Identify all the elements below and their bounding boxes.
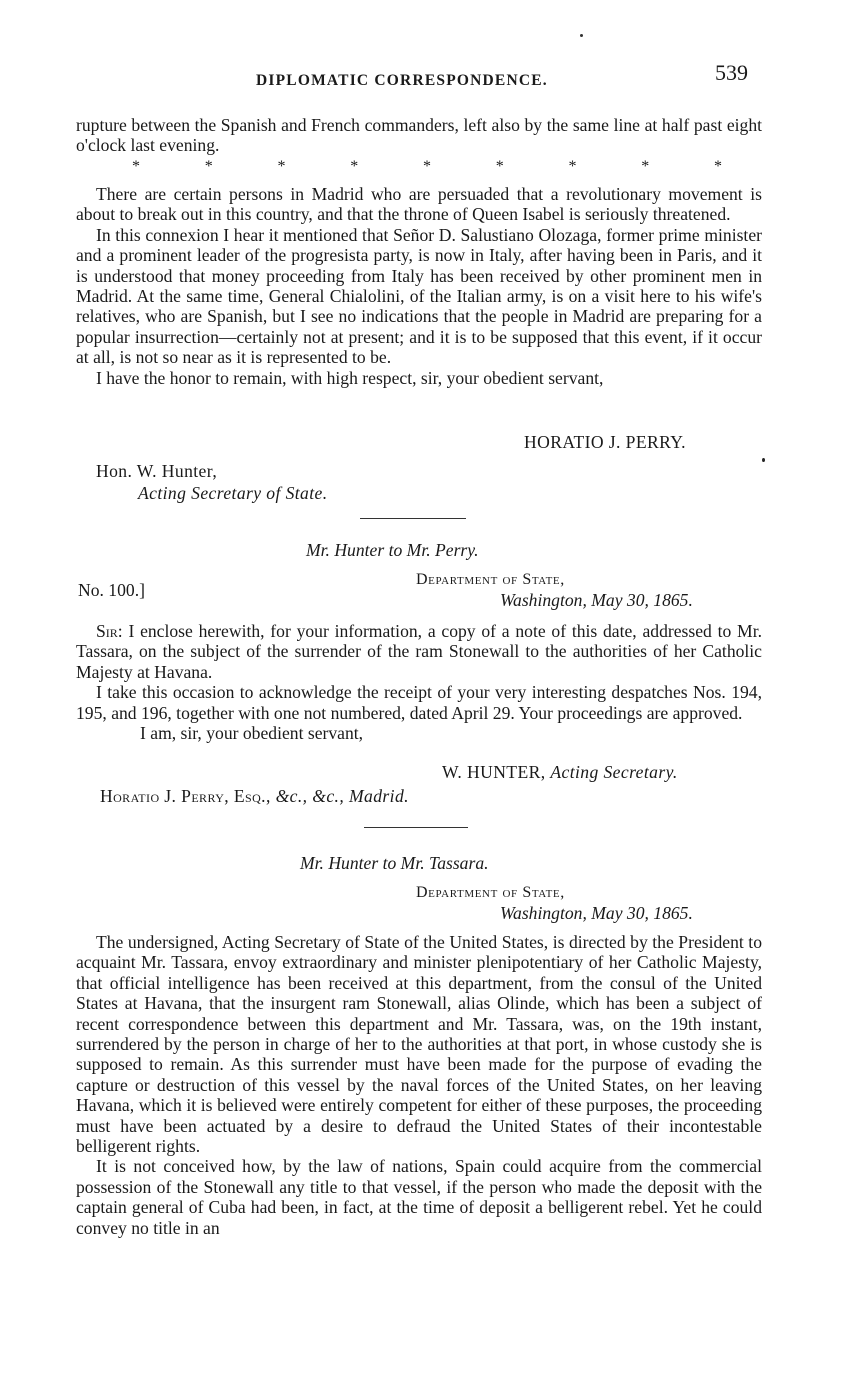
- signature-perry: HORATIO J. PERRY.: [524, 432, 686, 452]
- page-number: 539: [715, 60, 748, 85]
- signature-hunter: [442, 762, 678, 783]
- closing-line: I am, sir, your obedient servant,: [140, 723, 364, 744]
- ink-speck: [580, 34, 583, 37]
- ellipsis-stars: [132, 158, 722, 176]
- star: *: [714, 158, 722, 175]
- signature-name: W. HUNTER,: [442, 762, 546, 782]
- addressee-name: Horatio J. Perry, Esq.,: [100, 786, 271, 806]
- paragraph: The undersigned, Acting Secretary of State of the United States, is directed by the President to acquaint Mr. Tassara, envoy extraordinary and minister plenipotentiary of her Catholic Majesty, that official intelligence has been received at this department, from the consul of the United States at Havana, that the insurgent ram Stonewall, alias Olinde, which has been a subject of recent correspondence between this department and Mr. Tassara, was, on the 19th instant, surrendered by the person in charge of her to the authorities at that port, in whose custody she is supposed to remain. As this surrender must have been made for the purpose of evading the capture or destruction of this vessel by the naval forces of the United States, on her leaving Havana, which it is believed were entirely competent for either of these purposes, the proceeding must have been actuated by a desire to defraud the United States of their incontestable belligerent rights.: [76, 932, 762, 1157]
- section-divider: [364, 827, 468, 828]
- dateline: Washington, May 30, 1865.: [500, 590, 693, 610]
- star: *: [350, 158, 359, 175]
- signature-title: Acting Secretary.: [550, 762, 678, 782]
- star: *: [495, 158, 504, 175]
- letter2-heading: Mr. Hunter to Mr. Perry.: [306, 540, 479, 560]
- closing-line: I have the honor to remain, with high respect, sir, your obedient servant,: [96, 367, 604, 388]
- addressee-name-text: Hon. W. Hunter,: [96, 461, 218, 481]
- section-divider: [360, 518, 466, 519]
- paragraph: I take this occasion to acknowledge the receipt of your very interesting despatches Nos. 194, 195, and 196, together with one not numbered, dated April 29. Your proceedings are approved.: [76, 682, 762, 723]
- dateline: Washington, May 30, 1865.: [500, 903, 693, 923]
- paragraph: There are certain persons in Madrid who are persuaded that a revolutionary movement is about to break out in this country, and that the throne of Queen Isabel is seriously threatened.: [76, 184, 762, 225]
- star: *: [641, 158, 650, 175]
- addressee-rest: &c., &c., Madrid.: [275, 786, 409, 806]
- addressee-line: [100, 786, 409, 807]
- paragraph: [76, 621, 762, 682]
- ink-speck: [762, 458, 765, 462]
- addressee-title: Acting Secretary of State.: [138, 483, 328, 503]
- addressee-name: [96, 461, 217, 482]
- department-name: Department of State,: [416, 884, 565, 901]
- paragraph-text: I enclose herewith, for your information, a copy of a note of this date, addressed to Mr. Tassara, on the subject of the surrender of the ram Stonewall to the authorities of her Catholic Majesty at Havana.: [76, 621, 762, 682]
- letter1-body: [76, 184, 762, 388]
- despatch-number: No. 100.]: [78, 580, 145, 600]
- star: *: [132, 158, 140, 175]
- letter1-opening: [76, 115, 762, 156]
- salutation: Sir:: [96, 621, 123, 641]
- paragraph: rupture between the Spanish and French commanders, left also by the same line at half past eight o'clock last evening.: [76, 115, 762, 156]
- paragraph: In this connexion I hear it mentioned that Señor D. Salustiano Olozaga, former prime minister and a prominent leader of the progresista party, is now in Italy, after having been in Paris, and it is understood that money proceeding from Italy has been received by other prominent men in Madrid. At the same time, General Chialolini, of the Italian army, is on a visit here to his wife's relatives, who are Spanish, but I see no indications that the people in Madrid are preparing for a popular insurrection—certainly not at present; and it is to be supposed that this event, if it occur at all, is not so near as it is represented to be.: [76, 224, 762, 368]
- star: *: [277, 158, 286, 175]
- letter3-heading: Mr. Hunter to Mr. Tassara.: [300, 853, 489, 873]
- letter2-body: [76, 621, 762, 743]
- star: *: [423, 158, 431, 175]
- paragraph: It is not conceived how, by the law of nations, Spain could acquire from the commercial possession of the Stonewall any title to that vessel, if the person who made the deposit with the captain general of Cuba had been, in fact, at the time of deposit a belligerent rebel. Yet he could convey no title in an: [76, 1156, 762, 1238]
- star: *: [568, 158, 577, 175]
- running-head: DIPLOMATIC CORRESPONDENCE.: [256, 72, 548, 89]
- letter3-body: [76, 932, 762, 1238]
- star: *: [204, 158, 213, 175]
- department-name: Department of State,: [416, 571, 565, 588]
